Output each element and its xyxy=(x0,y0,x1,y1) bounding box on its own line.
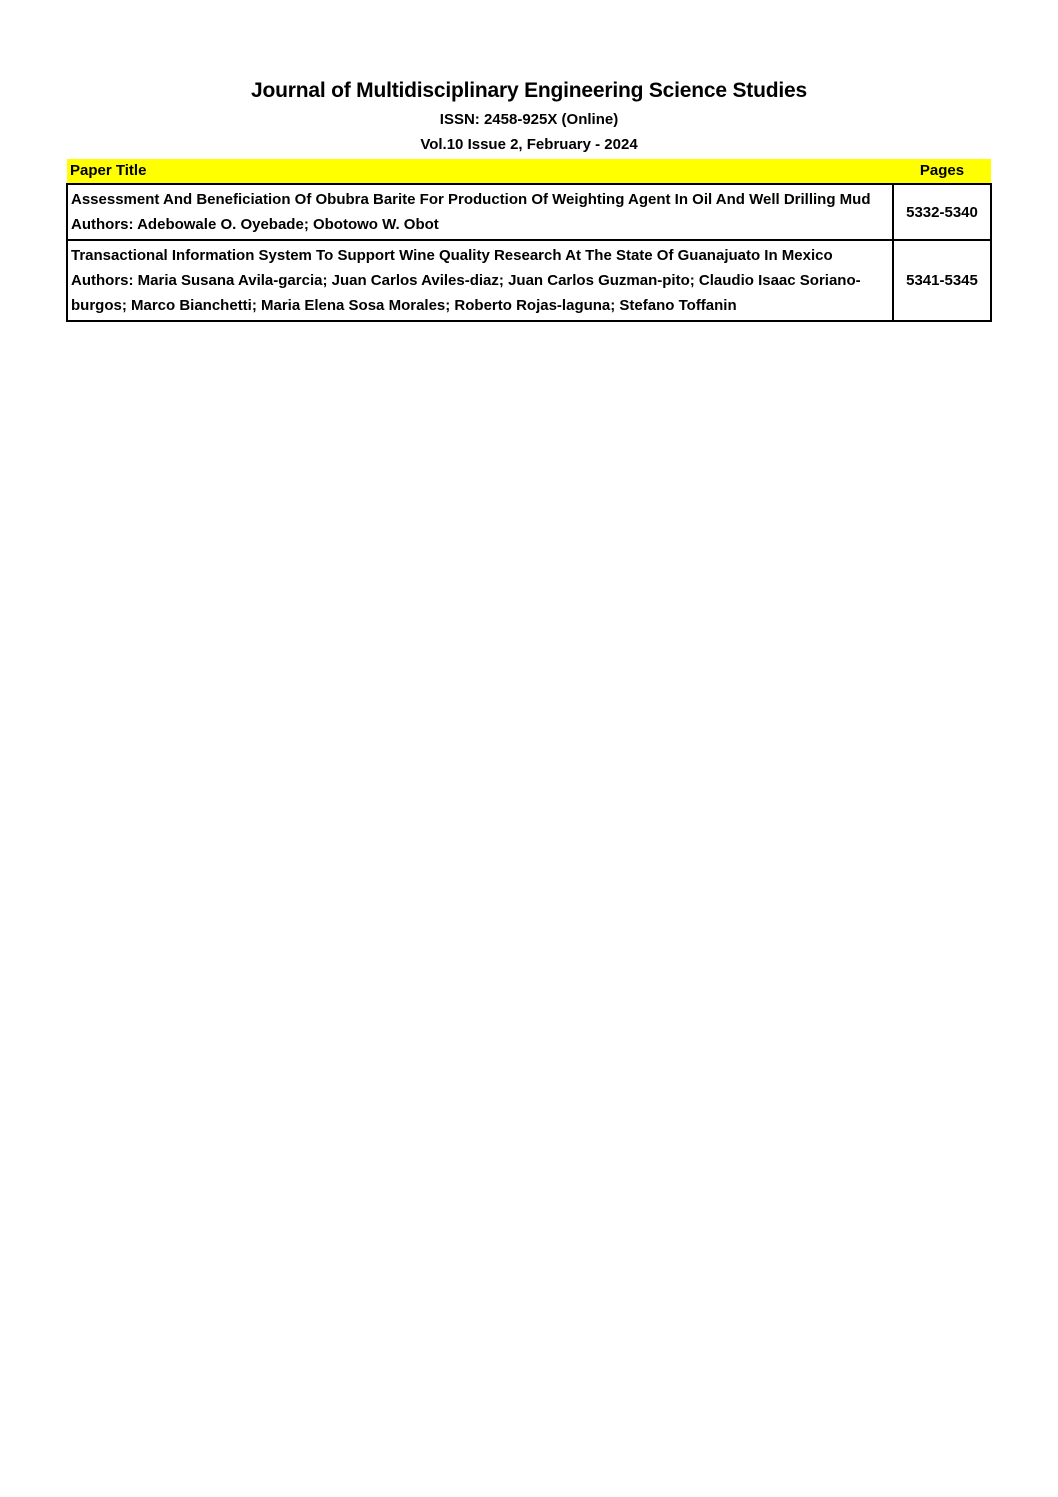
paper-cell xyxy=(67,184,893,240)
paper-authors: Authors: Maria Susana Avila-garcia; Juan Carlos Aviles-diaz; Juan Carlos Guzman-pito; Claudio Isaac Soriano-burgos; Marco Bianchetti; Maria Elena Sosa Morales; Roberto Rojas-laguna; Stefano Toffanin xyxy=(71,272,861,314)
journal-title: Journal of Multidisciplinary Engineering Science Studies xyxy=(251,79,807,102)
table-row xyxy=(67,240,991,321)
issn-line: ISSN: 2458-925X (Online) xyxy=(439,111,619,128)
paper-pages: 5341-5345 xyxy=(893,240,991,321)
paper-title: Assessment And Beneficiation Of Obubra Barite For Production Of Weighting Agent In Oil And Well Drilling Mud xyxy=(71,191,871,208)
paper-pages: 5332-5340 xyxy=(893,184,991,240)
paper-cell xyxy=(67,240,893,321)
volume-issue-line: Vol.10 Issue 2, February - 2024 xyxy=(420,136,638,153)
table-row xyxy=(67,184,991,240)
paper-title-header: Paper Title xyxy=(67,159,893,184)
paper-authors: Authors: Adebowale O. Oyebade; Obotowo W. Obot xyxy=(71,216,439,233)
table-of-contents xyxy=(66,159,992,322)
paper-title: Transactional Information System To Support Wine Quality Research At The State Of Guanajuato In Mexico xyxy=(71,247,833,264)
pages-header: Pages xyxy=(893,159,991,184)
table-header-row xyxy=(67,159,991,184)
